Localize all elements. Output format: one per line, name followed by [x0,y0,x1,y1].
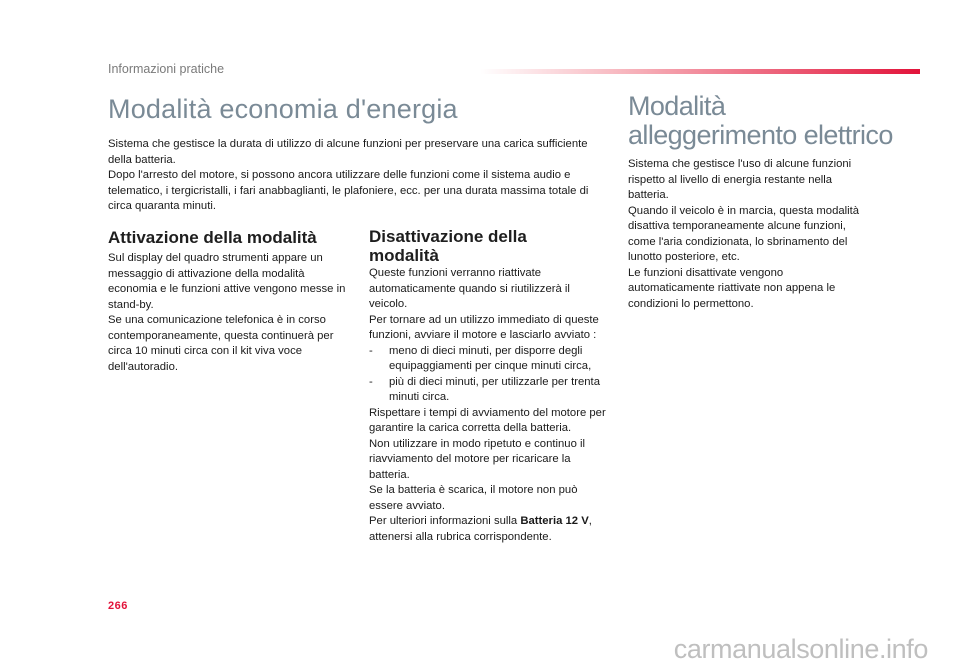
page-title: Modalità economia d'energia [108,94,458,124]
list-item-text: meno di dieci minuti, per disporre degli equipaggiamenti per cinque minuti circa, [389,344,592,372]
dash-bullet: - [369,375,373,388]
deactivation-heading: Disattivazione della modalità [369,227,527,265]
list-item [369,375,611,406]
intro-paragraph: Sistema che gestisce la durata di utilizzo di alcune funzioni per preservare una carica sufficiente della batteria. [108,138,588,166]
right-section-body [628,157,860,312]
deactivation-paragraph [369,514,611,545]
header-accent-line [480,69,920,74]
dash-bullet: - [369,344,373,357]
right-title-line: Modalità [628,91,726,121]
activation-paragraph: Sul display del quadro strumenti appare un messaggio di attivazione della modalità economia e le funzioni attive vengono messe in stand-by. [108,252,346,311]
right-paragraph: Quando il veicolo è in marcia, questa modalità disattiva temporaneamente alcune funzioni, come l'aria condizionata, lo sbrinamento del lunotto posteriore, etc. [628,204,860,263]
deactivation-paragraph: Se la batteria è scarica, il motore non può essere avviato. [369,484,578,512]
right-title-line: alleggerimento elettrico [628,120,893,150]
watermark: carmanualsonline.info [673,634,928,664]
battery-reference: Batteria 12 V [520,515,589,527]
reference-text: , attenersi alla rubrica corrispondente. [369,515,592,543]
activation-paragraph: Se una comunicazione telefonica è in corso contemporaneamente, questa continuerà per circa 10 minuti circa con il kit viva voce dell'autoradio. [108,314,334,373]
right-paragraph: Sistema che gestisce l'uso di alcune funzioni rispetto al livello di energia restante nella batteria. [628,158,852,201]
deactivation-paragraph: Rispettare i tempi di avviamento del motore per garantire la carica corretta della batteria. [369,406,606,434]
list-item-text: più di dieci minuti, per utilizzarle per trenta minuti circa. [389,375,600,403]
list-item [369,344,611,375]
intro-paragraph: Dopo l'arresto del motore, si possono ancora utilizzare delle funzioni come il sistema audio e telematico, i tergicristalli, i fari anabbaglianti, le plafoniere, ecc. per una durata massima totale di circa quaranta minuti. [108,169,589,212]
deactivation-paragraph: Queste funzioni verranno riattivate automaticamente quando si riutilizzerà il veicolo. [369,267,570,310]
deactivation-paragraph: Per tornare ad un utilizzo immediato di queste funzioni, avviare il motore e lasciarlo avviato : [369,313,599,341]
deactivation-paragraph: Non utilizzare in modo ripetuto e continuo il riavviamento del motore per ricaricare la batteria. [369,437,586,481]
section-label: Informazioni pratiche [108,62,225,76]
right-paragraph: Le funzioni disattivate vengono automaticamente riattivate non appena le condizioni lo permettono. [628,266,836,310]
deactivation-body [369,266,611,545]
page-number: 266 [108,600,128,612]
activation-body [108,251,348,375]
right-section-title [628,92,928,150]
reference-text: Per ulteriori informazioni sulla [369,515,521,527]
activation-heading: Attivazione della modalità [108,228,317,247]
intro-text [108,137,603,215]
